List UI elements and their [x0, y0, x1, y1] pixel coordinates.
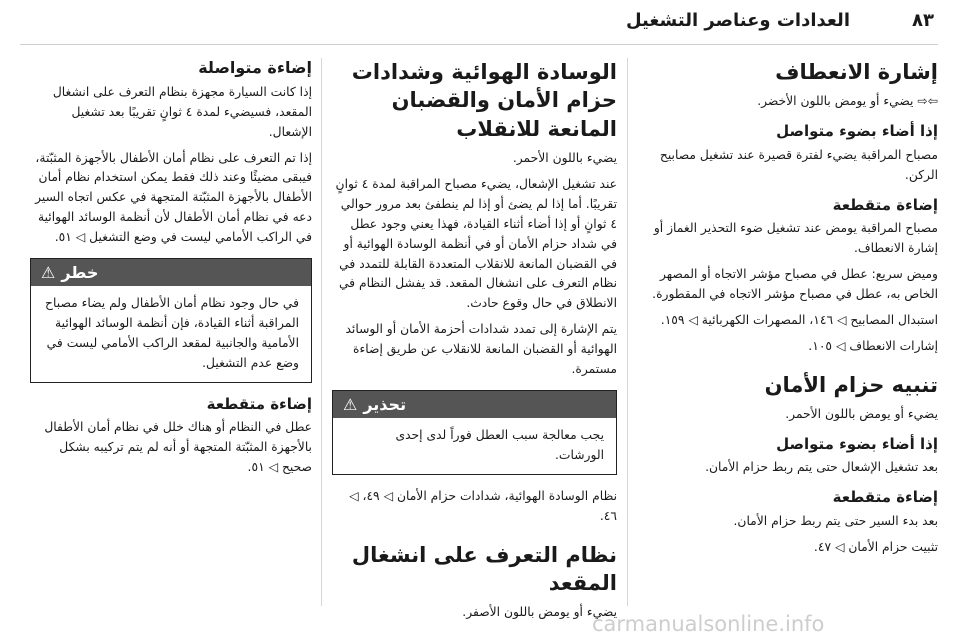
header-divider — [20, 44, 938, 45]
subheading-blinking: إضاءة متقطعة — [832, 195, 938, 214]
watermark: carmanualsonline.info — [592, 612, 825, 636]
turn-signal-steady-text: مصباح المراقبة يضيء لفترة قصيرة عند تشغيل مصابيح الركن. — [659, 147, 938, 182]
turn-signal-fast-blink-text: وميض سريع: عطل في مصباح مؤشر الاتجاه أو المصهر الخاص به، عطل في مصباح مؤشر الاتجاه في المقطورة. — [652, 266, 938, 301]
warning-label: تحذير — [363, 395, 407, 414]
airbag-deploy-text: يتم الإشارة إلى تمدد شدادات أحزمة الأمان أو الوسائد الهوائية أو القضبان المانعة للانقلاب عن طريق إضاءة مستمرة. — [345, 322, 617, 377]
page-number: ٨٣ — [912, 10, 934, 31]
subheading-steady: إذا أضاء بضوء متواصل — [776, 434, 938, 453]
subheading-blinking: إضاءة متقطعة — [832, 488, 938, 507]
danger-header — [31, 259, 311, 286]
cross-reference[interactable]: نظام الوسادة الهوائية، شدادات حزام الأمان ◁ ٤٩، ◁ ٤٦. — [349, 488, 617, 523]
airbag-body: عند تشغيل الإشعال، يضيء مصباح المراقبة لمدة ٤ ثوانٍ تقريبًا. أما إذا لم يضئ أو إذا لم ينطفئ بعد مرور حوالي ٤ ثوانٍ أو إذا أضاء أثناء القيادة، فهذا يعني وجود عطل في شداد حزام الأمان أو في أنظمة الوسادة الهوائية أو في القضبان المانعة للانقلاب المتعددة القابلة للتمدد في نظام التعرف على انشغال المقعد. قد يفشل النظام في الانطلاق في حال وقوع حادث. — [335, 176, 617, 311]
section-title-seat-occupancy: نظام التعرف على انشغال المقعد — [351, 542, 617, 595]
column-divider — [627, 58, 628, 606]
column-divider — [321, 58, 322, 606]
occupancy-child-seat-text: إذا تم التعرف على نظام أمان الأطفال بالأجهزة المثبّتة، فيبقى مضيئًا وعند ذلك فقط يمكن استخدام نظام أمان الأطفال بالأجهزة المثبّتة المتجهة في عكس اتجاه السير دعه في نظام أمان الأطفال لأن أنظمة الوسائد الهوائية في الراكب الأمامي ليست في وضع التشغيل ◁ ٥١. — [35, 150, 312, 245]
cross-reference[interactable]: إشارات الانعطاف ◁ ١٠٥. — [808, 338, 938, 353]
section-title-airbag: الوسادة الهوائية وشدادات حزام الأمان والقضبان المانعة للانقلاب — [351, 60, 617, 141]
seatbelt-desc: يضيء أو يومض باللون الأحمر. — [785, 406, 938, 421]
subheading-blinking: إضاءة متقطعة — [206, 394, 312, 413]
column-middle — [332, 58, 617, 620]
warning-triangle-icon: ⚠ — [343, 395, 358, 414]
warning-text: يجب معالجة سبب العطل فوراً لدى إحدى الورشات. — [395, 428, 604, 462]
subheading-steady: إذا أضاء بضوء متواصل — [776, 122, 938, 141]
cross-reference[interactable]: استبدال المصابيح ◁ ١٤٦، المصهرات الكهربائية ◁ ١٥٩. — [660, 312, 938, 327]
section-title-seatbelt: تنبيه حزام الأمان — [764, 372, 938, 397]
warning-box — [332, 390, 617, 475]
seatbelt-blink-text: بعد بدء السير حتى يتم ربط حزام الأمان. — [733, 513, 938, 528]
seat-occupancy-desc: يضيء أو يومض باللون الأصفر. — [462, 605, 617, 620]
turn-signal-desc: ⇦⇨ يضيء أو يومض باللون الأخضر. — [757, 94, 938, 109]
occupancy-blink-text: عطل في النظام أو هناك خلل في نظام أمان الأطفال بالأجهزة المثبّتة المتجهة أو أنه لم يتم تركيبه بشكل صحيح ◁ ٥١. — [44, 420, 312, 474]
warning-triangle-icon: ⚠ — [41, 263, 56, 283]
cross-reference[interactable]: تثبيت حزام الأمان ◁ ٤٧. — [813, 539, 938, 554]
danger-text: في حال وجود نظام أمان الأطفال ولم يضاء مصباح المراقبة أثناء القيادة، فإن أنظمة الوسائد الهوائية الأمامية والجانبية لمقعد الراكب الأمامي ليست في وضع عدم التشغيل. — [45, 296, 299, 370]
section-title-turn-signal: إشارة الانعطاف — [775, 60, 938, 84]
chapter-title: العدادات وعناصر التشغيل — [625, 10, 850, 31]
danger-label: خطر — [61, 263, 99, 283]
turn-signal-blink-text: مصباح المراقبة يومض عند تشغيل ضوء التحذير الغماز أو إشارة الانعطاف. — [653, 221, 938, 255]
column-left — [30, 58, 312, 606]
danger-box — [30, 258, 312, 383]
subheading-steady: إضاءة متواصلة — [198, 58, 312, 77]
column-right — [638, 58, 938, 606]
seatbelt-steady-text: بعد تشغيل الإشعال حتى يتم ربط حزام الأمان. — [705, 460, 938, 475]
warning-header — [333, 391, 616, 418]
occupancy-steady-text: إذا كانت السيارة مجهزة بنظام التعرف على انشغال المقعد، فسيضيء لمدة ٤ ثوانٍ تقريبًا بعد تشغيل الإشعال. — [52, 84, 312, 139]
page-header — [0, 0, 960, 46]
airbag-desc: يضيء باللون الأحمر. — [512, 151, 617, 166]
